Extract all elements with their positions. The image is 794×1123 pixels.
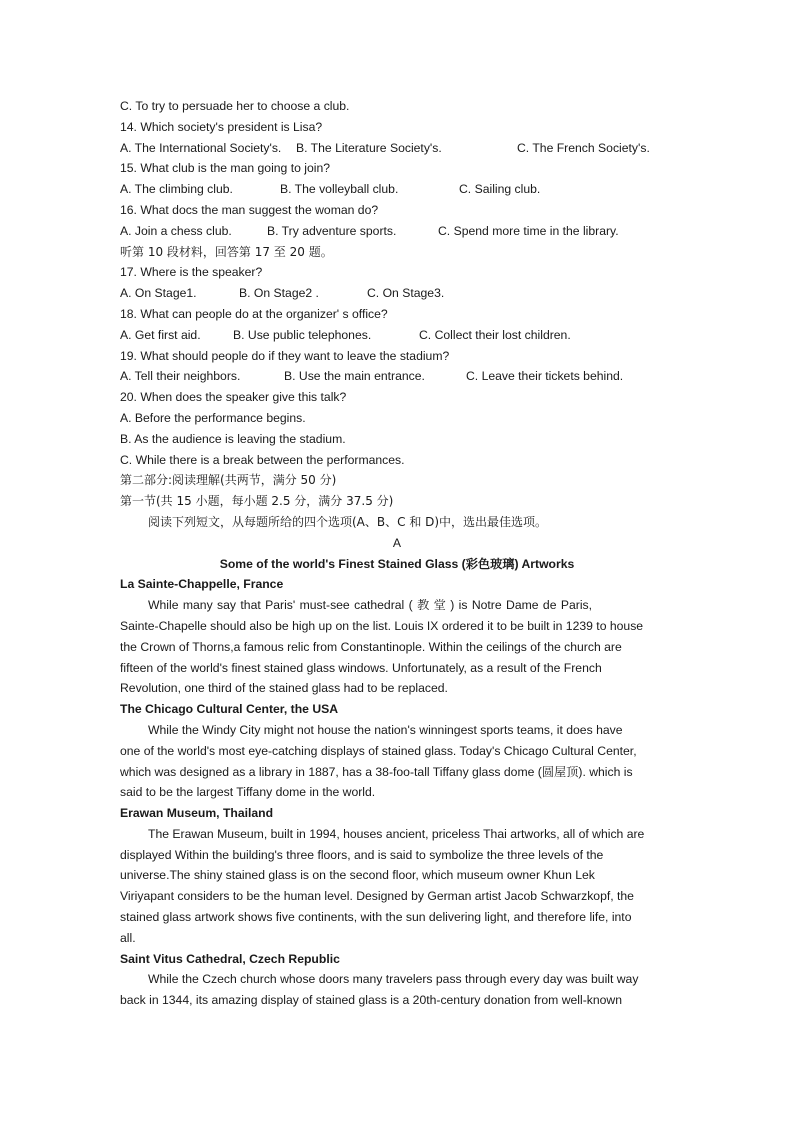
q19-option-c: C. Leave their tickets behind. [466, 369, 624, 384]
q18-options [120, 325, 674, 346]
entry-line: which was designed as a library in 1887, has a 38-foo-tall Tiffany glass dome (圆屋顶). which is [120, 764, 633, 779]
q16-option-a: A. Join a chess club. [120, 223, 232, 238]
q19-options [120, 366, 674, 387]
reading-instruction: 阅读下列短文，从每题所给的四个选项(A、B、C 和 D)中，选出最佳选项。 [148, 514, 548, 529]
q14-question: 14. Which society's president is Lisa? [120, 119, 323, 134]
q15-question: 15. What club is the man going to join? [120, 161, 331, 176]
reading-section-title: 第一节(共 15 小题，每小题 2.5 分，满分 37.5 分) [120, 494, 394, 509]
q15-option-a: A. The climbing club. [120, 182, 233, 197]
entry-line: Viriyapant considers to be the human level. Designed by German artist Jacob Schwarzkopf, the [120, 889, 634, 904]
entry-line: the Crown of Thorns,a famous relic from Constantinople. Within the ceilings of the church are [120, 639, 622, 654]
q19-option-a: A. Tell their neighbors. [120, 369, 241, 384]
q15-option-b: B. The volleyball club. [280, 182, 399, 197]
q17-question: 17. Where is the speaker? [120, 265, 263, 280]
q20-option-b: B. As the audience is leaving the stadium. [120, 431, 346, 446]
q14-options [120, 138, 674, 159]
entry-line: While the Czech church whose doors many travelers pass through every day was built way [148, 972, 639, 987]
q18-option-a: A. Get first aid. [120, 327, 201, 342]
q17-option-b: B. On Stage2 . [239, 286, 319, 301]
entry-line: said to be the largest Tiffany dome in the world. [120, 785, 376, 800]
entry-line: one of the world's most eye-catching displays of stained glass. Today's Chicago Cultural Center, [120, 743, 637, 758]
q13-option-c: C. To try to persuade her to choose a club. [120, 99, 350, 113]
q19-question: 19. What should people do if they want to leave the stadium? [120, 348, 450, 363]
q16-option-b: B. Try adventure sports. [267, 223, 397, 238]
q19-option-b: B. Use the main entrance. [284, 369, 425, 384]
exam-page [120, 96, 674, 1011]
q18-option-b: B. Use public telephones. [233, 327, 372, 342]
q16-question: 16. What docs the man suggest the woman do? [120, 202, 379, 217]
q17-options [120, 283, 674, 304]
q17-option-c: C. On Stage3. [367, 286, 445, 301]
q15-option-c: C. Sailing club. [459, 182, 541, 197]
q16-options [120, 221, 674, 242]
entry-line: While many say that Paris' must-see cathedral ( 教 堂 ) is Notre Dame de Paris, [148, 598, 593, 613]
entry-line: back in 1344, its amazing display of stained glass is a 20th-century donation from well-known [120, 993, 622, 1008]
q14-option-a: A. The International Society's. [120, 140, 282, 155]
entry-line: displayed Within the building's three floors, and is said to symbolize the three levels of the [120, 847, 604, 862]
entry-heading: Saint Vitus Cathedral, Czech Republic [120, 951, 340, 966]
q15-options [120, 179, 674, 200]
entry-line: The Erawan Museum, built in 1994, houses ancient, priceless Thai artworks, all of which are [148, 826, 645, 841]
q18-question: 18. What can people do at the organizer' s office? [120, 306, 388, 321]
entry-line: universe.The shiny stained glass is on the second floor, which museum owner Khun Lek [120, 868, 595, 883]
entry-heading: The Chicago Cultural Center, the USA [120, 702, 339, 717]
entry-line: all. [120, 930, 136, 945]
entry-heading: Erawan Museum, Thailand [120, 806, 274, 821]
entry-line: fifteen of the world's finest stained glass windows. Unfortunately, as a result of the French [120, 660, 602, 675]
q14-option-b: B. The Literature Society's. [296, 140, 442, 155]
passage-title: Some of the world's Finest Stained Glass (彩色玻璃) Artworks [219, 556, 575, 571]
entry-line: Revolution, one third of the stained glass had to be replaced. [120, 681, 448, 696]
reading-part-title: 第二部分:阅读理解(共两节，满分 50 分) [120, 473, 337, 488]
entry-line: While the Windy City might not house the nation's winningest sports teams, it does have [148, 722, 623, 737]
section10-instruction: 听第 10 段材料，回答第 17 至 20 题。 [120, 244, 333, 259]
q17-option-a: A. On Stage1. [120, 286, 197, 301]
q20-option-c: C. While there is a break between the performances. [120, 452, 405, 467]
entry-line: stained glass artwork shows five continents, with the sun delivering light, and therefore life, into [120, 910, 632, 925]
q20-option-a: A. Before the performance begins. [120, 410, 306, 425]
q16-option-c: C. Spend more time in the library. [438, 223, 619, 238]
q20-question: 20. When does the speaker give this talk? [120, 390, 347, 405]
entry-line: Sainte-Chapelle should also be high up on the list. Louis IX ordered it to be built in 1239 to house [120, 618, 644, 633]
q18-option-c: C. Collect their lost children. [419, 327, 571, 342]
q14-option-c: C. The French Society's. [517, 140, 650, 155]
passage-letter: A [392, 535, 402, 550]
entry-heading: La Sainte-Chappelle, France [120, 577, 284, 592]
